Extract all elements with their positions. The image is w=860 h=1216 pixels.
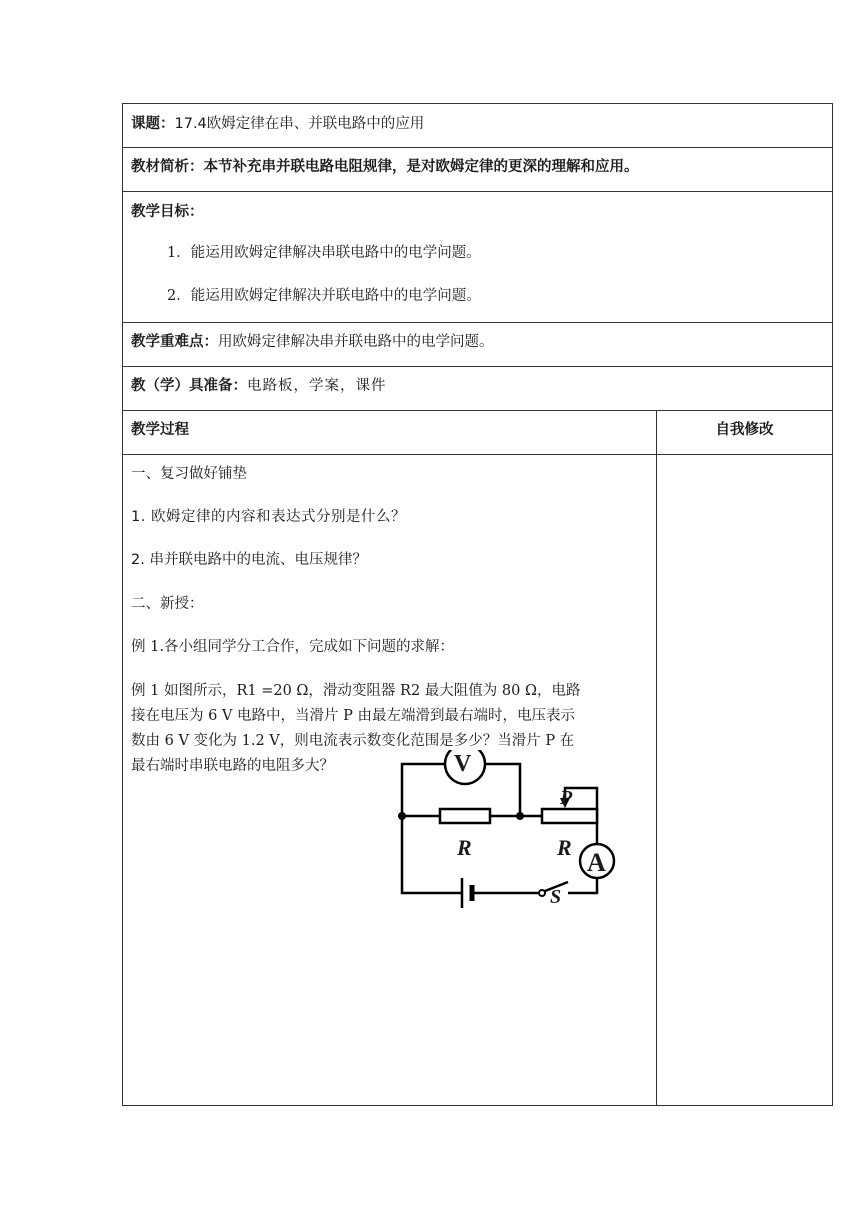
row-divider (122, 147, 833, 148)
table-border-top (122, 103, 833, 104)
keypoint-value: 用欧姆定律解决串并联电路中的电学问题。 (218, 334, 494, 350)
junction-dot (398, 812, 406, 820)
revise-header: 自我修改 (715, 422, 774, 438)
row-divider (122, 366, 833, 367)
resistor-r2 (542, 809, 597, 823)
table-border-bottom (122, 1105, 833, 1106)
goal-item-2: 2．能运用欧姆定律解决并联电路中的电学问题。 (167, 288, 481, 304)
circuit-wires (390, 750, 640, 920)
example-line-3: 数由 6 V 变化为 1.2 V，则电流表示数变化范围是多少？当滑片 P 在 (131, 733, 575, 749)
switch-pivot (539, 890, 545, 896)
table-border-right (832, 103, 833, 1106)
process-header: 教学过程 (131, 422, 189, 438)
topic-row (131, 114, 424, 134)
keypoint-label: 教学重难点： (131, 334, 218, 350)
row-divider (122, 191, 833, 192)
switch-label: S (550, 886, 562, 908)
lesson-plan-table (122, 103, 833, 1105)
junction-dot (516, 812, 524, 820)
analysis-label: 教材简析： (131, 159, 204, 175)
topic-value: 17.4欧姆定律在串、并联电路中的应用 (174, 116, 425, 132)
column-divider (656, 410, 657, 1106)
circuit-diagram (390, 750, 640, 920)
example-line-4: 最右端时串联电路的电阻多大？ (131, 758, 334, 774)
goals-label: 教学目标： (131, 204, 204, 220)
topic-label: 课题： (131, 116, 175, 132)
prep-row (131, 376, 387, 396)
goal-item-1: 1．能运用欧姆定律解决串联电路中的电学问题。 (167, 245, 481, 261)
prep-label: 教（学）具准备： (131, 378, 247, 394)
voltmeter-symbol: V (454, 751, 472, 777)
row-divider (122, 322, 833, 323)
slider-label: P (560, 787, 573, 809)
wire-right-bottom (568, 877, 597, 893)
analysis-row (131, 157, 639, 177)
row-divider (122, 410, 833, 411)
voltmeter-wire-left (402, 764, 445, 816)
table-border-left (122, 103, 123, 1106)
question-2: 2. 串并联电路中的电流、电压规律？ (131, 552, 367, 568)
section-review: 一、复习做好铺垫 (131, 466, 247, 482)
keypoint-row (131, 332, 494, 352)
section-new: 二、新授： (131, 596, 204, 612)
wire-left-bottom (402, 816, 462, 893)
resistor2-label: R (557, 835, 572, 860)
resistor-r1 (440, 809, 490, 823)
example-intro: 例 1.各小组同学分工合作，完成如下问题的求解： (131, 639, 454, 655)
resistor1-label: R (457, 835, 472, 860)
ammeter-symbol: A (587, 848, 606, 877)
row-divider (122, 454, 833, 455)
example-line-1: 例 1 如图所示，R1 =20 Ω，滑动变阻器 R2 最大阻值为 80 Ω，电路 (131, 683, 581, 699)
prep-value: 电路板，学案，课件 (247, 378, 387, 394)
example-line-2: 接在电压为 6 V 电路中，当滑片 P 由最左端滑到最右端时，电压表示 (131, 708, 575, 724)
analysis-value: 本节补充串并联电路电阻规律，是对欧姆定律的更深的理解和应用。 (203, 159, 639, 175)
question-1: 1. 欧姆定律的内容和表达式分别是什么？ (131, 509, 406, 525)
